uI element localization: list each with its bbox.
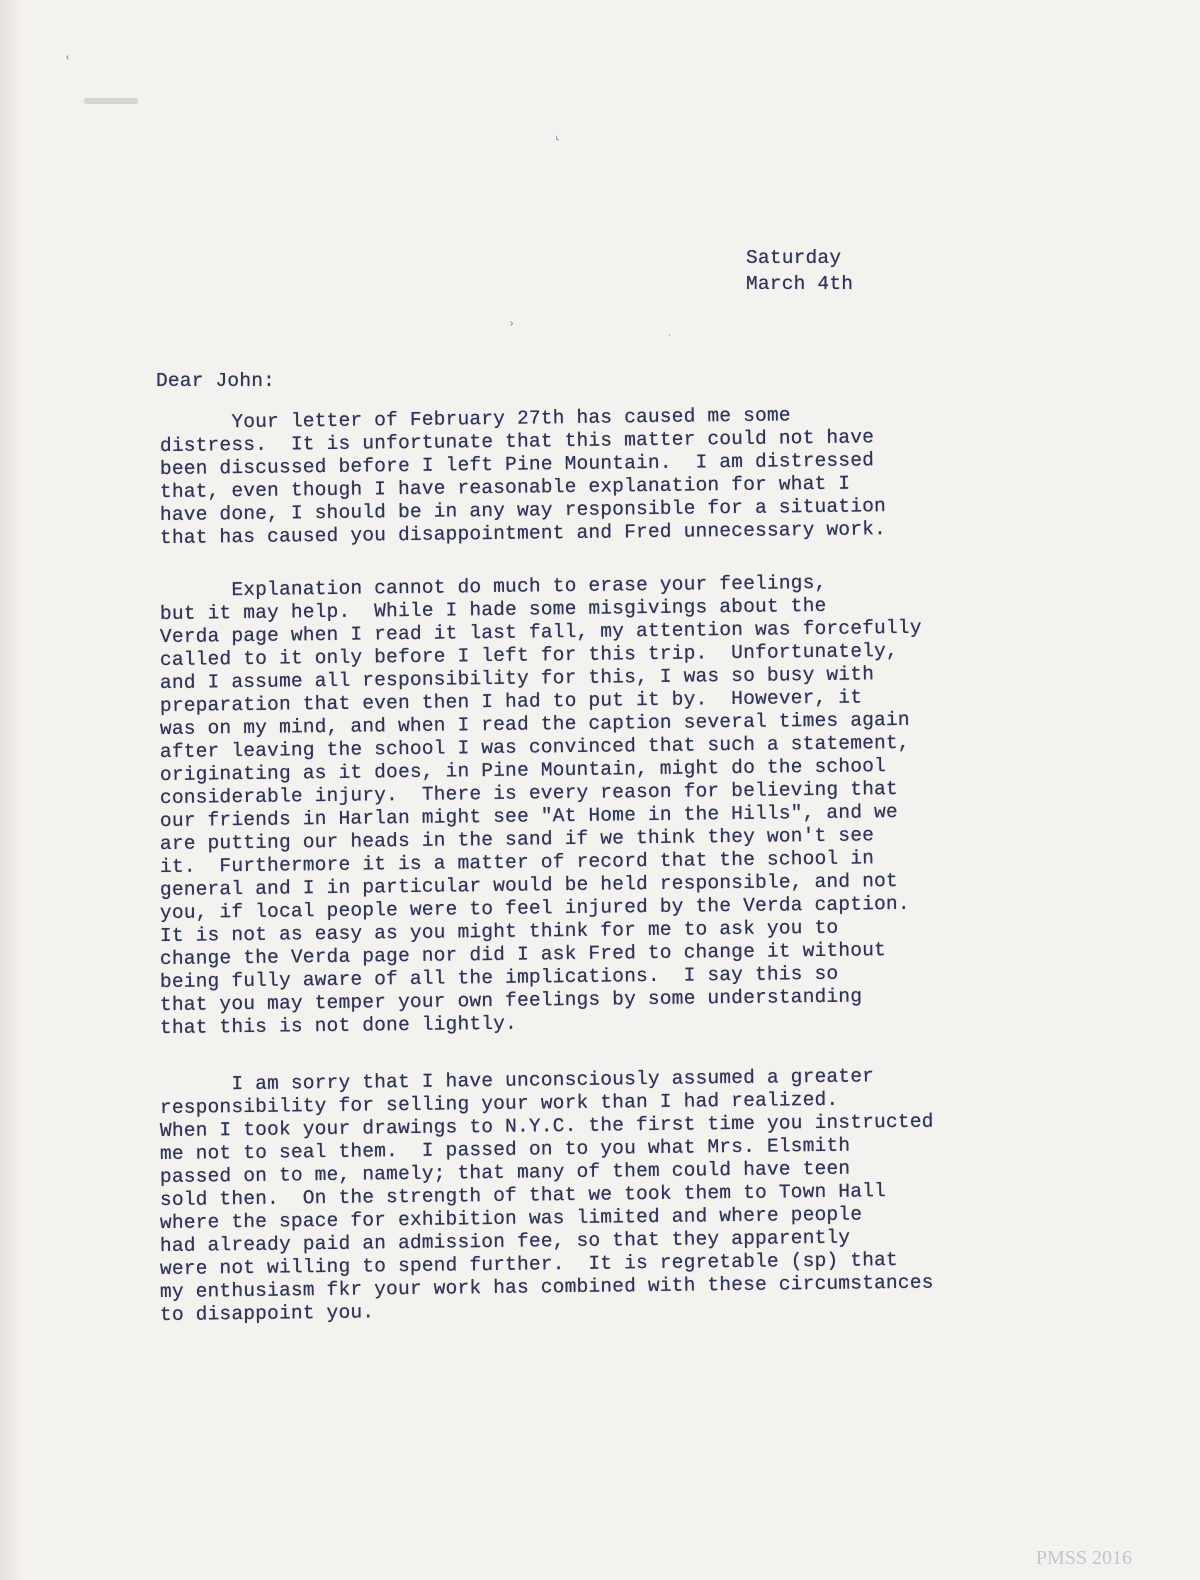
faint-stamp-mark [84,98,138,104]
text-line: sold then. On the strength of that we took them to Town Hall [159,1180,887,1211]
text-line: it. Furthermore it is a matter of record that the school in [159,847,875,878]
text-line: had already paid an admission fee, so that they apparently [159,1226,851,1257]
text-line: have done, I should be in any way responsible for a situation [159,495,887,526]
text-line: responsibility for selling your work than I had realized. [159,1088,839,1119]
text-line: but it may help. While I hade some misgivings about the [159,594,827,625]
dateline-date: March 4th [746,273,854,295]
text-line: Explanation cannot do much to erase your feelings, [159,571,827,602]
text-line: that this is not done lightly. [159,1012,518,1039]
text-line: was on my mind, and when I read the caption several times again [159,708,910,740]
text-line: considerable injury. There is every reason for believing that [159,777,898,809]
salutation: Dear John: [156,370,276,392]
paragraph-3 [159,1065,934,1327]
paragraph-1 [159,404,887,550]
text-line: where the space for exhibition was limited and where people [159,1203,863,1234]
text-line: our friends in Harlan might see "At Home in the Hills", and we [159,800,898,832]
text-line: originating as it does, in Pine Mountain, might do the school [159,755,887,786]
text-line: after leaving the school I was convinced that such a statement, [159,731,910,763]
text-line: Your letter of February 27th has caused me some [159,404,791,434]
text-line: me not to seal them. I passed on to you what Mrs. Elsmith [159,1134,851,1165]
text-line: that has caused you disappointment and Fred unnecessary work. [159,518,887,549]
text-line: were not willing to spend further. It is regretable (sp) that [159,1248,898,1280]
text-line: general and I in particular would be held responsible, and not [159,869,898,901]
text-line: called to it only before I left for this trip. Unfortunately, [159,639,898,671]
archive-watermark: PMSS 2016 [1035,1547,1132,1569]
text-line: that, even though I have reasonable explanation for what I [159,472,851,503]
text-line: been discussed before I left Pine Mountain. I am distressed [159,449,875,480]
text-line: distress. It is unfortunate that this matter could not have [159,426,875,457]
text-line: my enthusiasm fkr your work has combined with these circumstances [159,1271,934,1303]
ink-speck: › [510,318,514,329]
text-line: I am sorry that I have unconsciously assumed a greater [159,1065,875,1096]
ink-speck: ˪ [556,132,560,143]
ink-speck: ‹ [66,52,70,63]
paper-edge [0,0,24,1580]
ink-speck: ˈ [668,334,672,345]
text-line: preparation that even then I had to put it by. However, it [159,686,863,717]
dateline [746,245,853,297]
text-line: Verda page when I read it last fall, my attention was forcefully [159,616,922,648]
text-line: passed on to me, namely; that many of them could have teen [159,1157,851,1188]
text-line: that you may temper your own feelings by some understanding [159,985,863,1016]
text-line: When I took your drawings to N.Y.C. the first time you instructed [159,1110,934,1142]
dateline-day: Saturday [746,247,842,269]
text-line: are putting our heads in the sand if we think they won't see [159,824,875,855]
text-line: change the Verda page nor did I ask Fred to change it without [159,939,887,970]
paragraph-2 [159,571,922,1040]
text-line: It is not as easy as you might think for me to ask you to [159,916,839,947]
text-line: to disappoint you. [159,1301,375,1326]
text-line: and I assume all responsibility for this, I was so busy with [159,663,875,694]
text-line: you, if local people were to feel injured by the Verda caption. [159,892,910,924]
text-line: being fully aware of all the implications. I say this so [159,962,839,993]
